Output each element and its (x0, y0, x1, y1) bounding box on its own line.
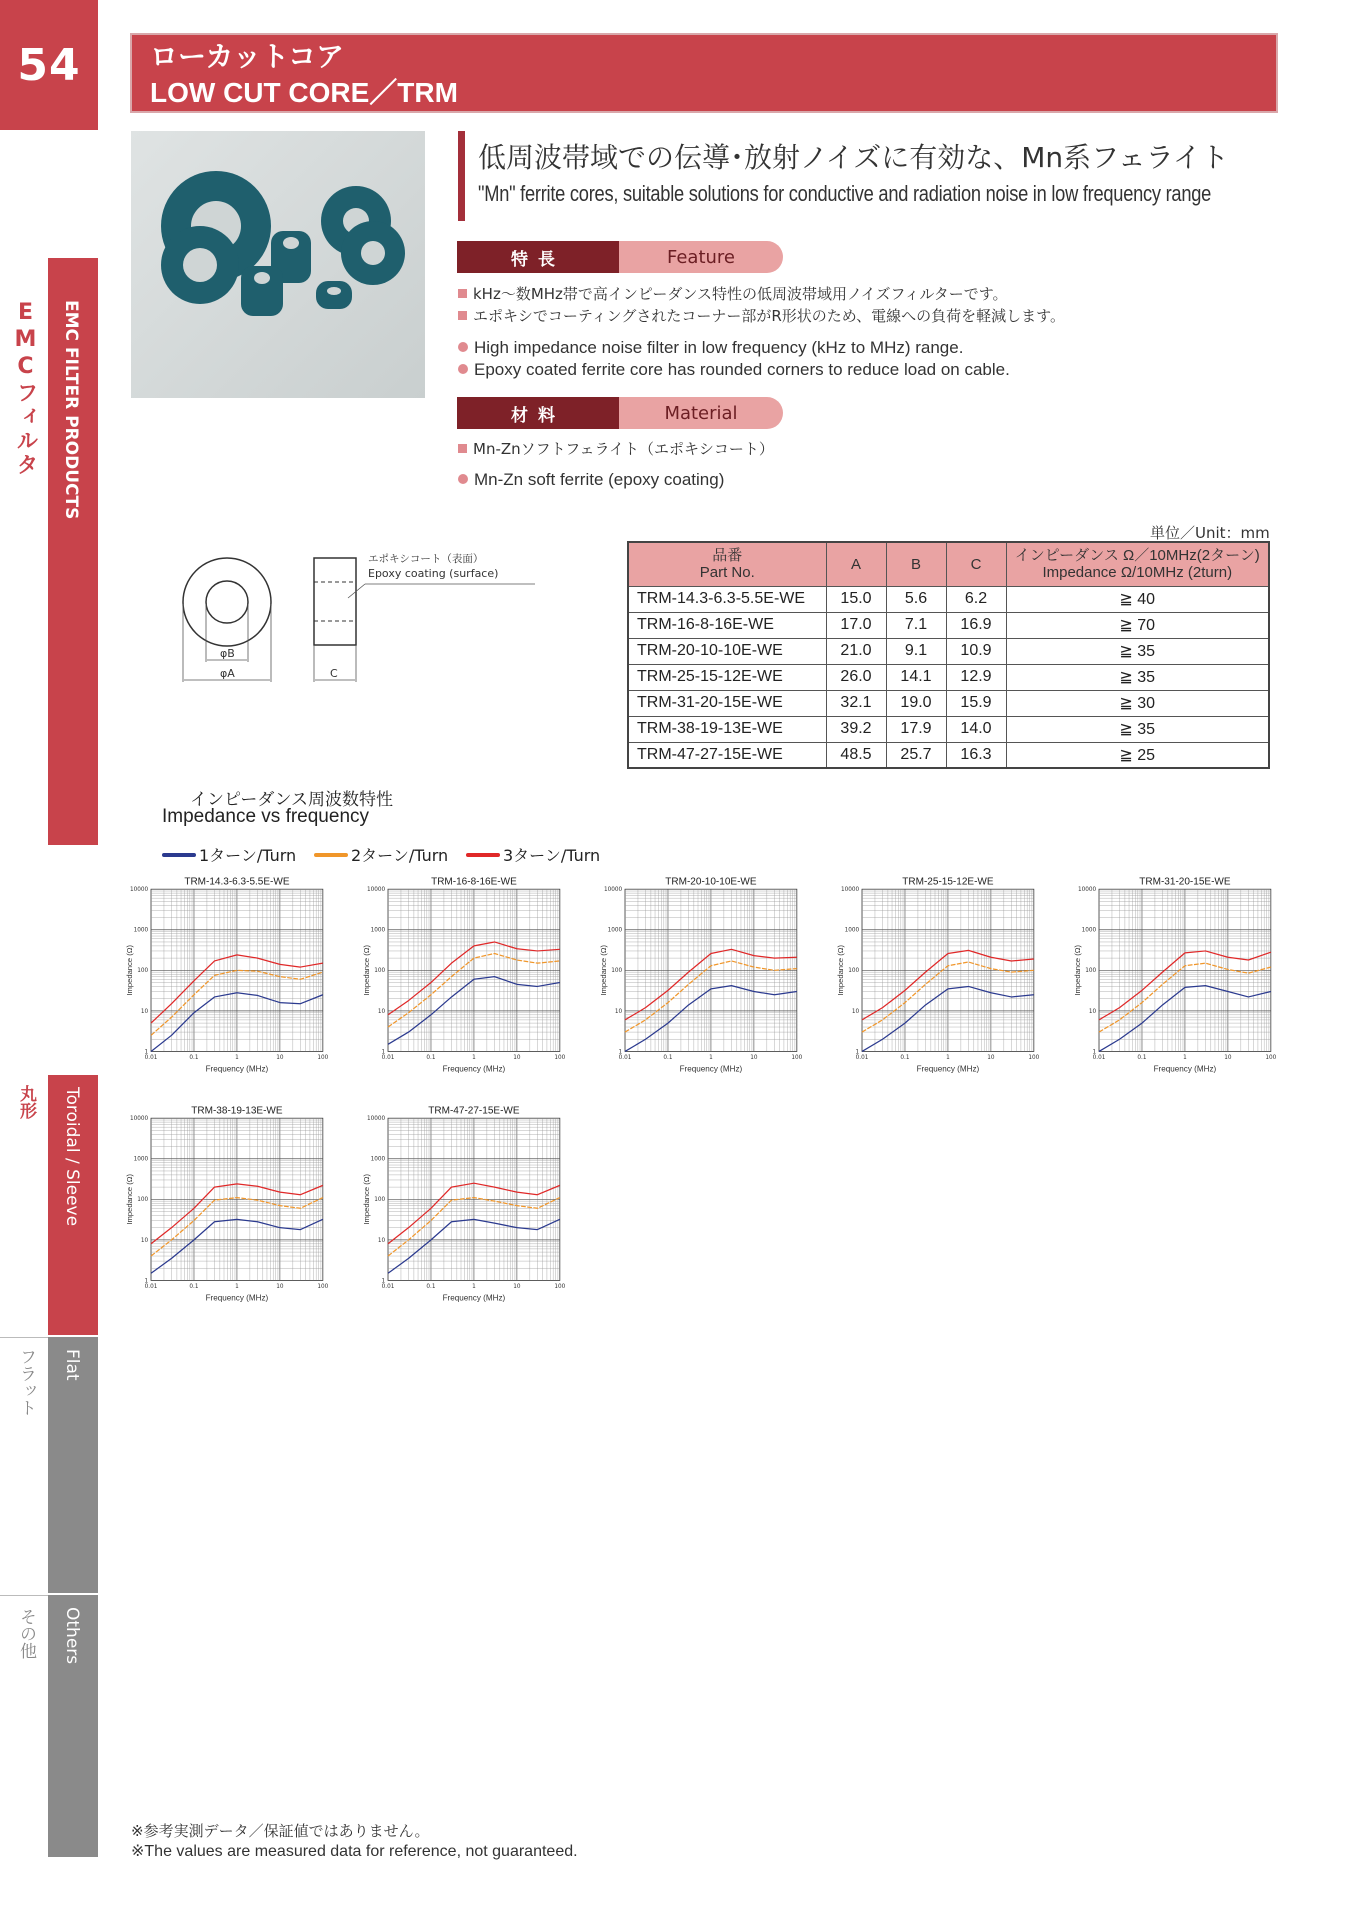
side-tab-flat-en: Flat (62, 1349, 82, 1381)
chart-title: TRM-25-15-12E-WE (902, 876, 994, 888)
feature-tab-jp: 特長 (457, 241, 619, 273)
x-tick-label: 0.01 (144, 1284, 158, 1291)
footnote-jp: ※参考実測データ／保証値ではありません。 (131, 1822, 430, 1840)
y-tick-label: 100 (611, 968, 623, 975)
y-tick-label: 10000 (129, 1116, 149, 1123)
y-tick-label: 1 (381, 1049, 386, 1056)
y-axis-label: Impedance (Ω) (124, 1174, 134, 1225)
table-cell-c: 10.9 (946, 638, 1006, 664)
impedance-chart (831, 872, 1041, 1082)
x-tick-label: 10 (513, 1055, 521, 1062)
side-tab-emc-en: EMC FILTER PRODUCTS (61, 300, 81, 520)
table-cell-c: 12.9 (946, 664, 1006, 690)
table-cell-imp: ≧ 35 (1006, 664, 1269, 690)
material-item-en: Mn-Zn soft ferrite (epoxy coating) (458, 468, 724, 491)
x-tick-label: 1 (946, 1055, 950, 1062)
y-tick-label: 1000 (370, 1156, 386, 1163)
dim-a-label: φA (220, 667, 235, 680)
feature-item-jp-2: エポキシでコーティングされたコーナー部がR形状のため、電線への負荷を軽減します。 (458, 305, 1065, 327)
side-tab-round-jp: 丸形 (16, 1085, 36, 1119)
spec-table (627, 541, 1270, 769)
x-axis-label: Frequency (MHz) (679, 1064, 743, 1074)
y-tick-label: 10 (140, 1237, 149, 1244)
table-cell-c: 15.9 (946, 690, 1006, 716)
table-cell-b: 17.9 (886, 716, 946, 742)
y-tick-label: 10000 (129, 887, 149, 894)
feature-tab (457, 241, 783, 273)
y-tick-label: 10 (1088, 1008, 1097, 1015)
x-axis-label: Frequency (MHz) (205, 1064, 269, 1074)
unit-label: 単位／Unit：mm (1150, 524, 1270, 542)
table-cell-part: TRM-14.3-6.3-5.5E-WE (628, 586, 826, 612)
headline-jp: 低周波帯域での伝導･放射ノイズに有効な、Mn系フェライト (478, 141, 1229, 174)
x-tick-label: 0.1 (1137, 1055, 1147, 1062)
y-tick-label: 10000 (1077, 887, 1097, 894)
chart-title: TRM-20-10-10E-WE (665, 876, 757, 888)
legend-swatch (162, 853, 196, 857)
x-tick-label: 10 (513, 1284, 521, 1291)
x-tick-label: 100 (554, 1055, 566, 1062)
x-tick-label: 0.1 (426, 1284, 436, 1291)
table-row (628, 586, 1269, 612)
ferrite-core-shape (161, 226, 239, 304)
table-cell-b: 25.7 (886, 742, 946, 768)
impedance-chart (357, 1101, 567, 1311)
product-photo (131, 131, 425, 398)
table-cell-b: 14.1 (886, 664, 946, 690)
x-tick-label: 1 (472, 1055, 476, 1062)
x-tick-label: 100 (554, 1284, 566, 1291)
table-row (628, 742, 1269, 768)
y-tick-label: 100 (1085, 968, 1097, 975)
x-tick-label: 0.1 (663, 1055, 673, 1062)
chart-title: TRM-47-27-15E-WE (428, 1105, 520, 1117)
table-cell-b: 9.1 (886, 638, 946, 664)
x-tick-label: 10 (276, 1055, 284, 1062)
y-tick-label: 1000 (370, 927, 386, 934)
side-tab-flat-jp: フラット (16, 1348, 36, 1416)
dimension-drawing (170, 540, 540, 690)
bullet-dot-icon (458, 364, 468, 374)
y-tick-label: 1 (144, 1049, 149, 1056)
headline-en: "Mn" ferrite cores, suitable solutions for conductive and radiation noise in low frequency range (478, 181, 1212, 206)
y-tick-label: 10000 (366, 1116, 386, 1123)
x-tick-label: 0.01 (381, 1284, 395, 1291)
y-tick-label: 10000 (603, 887, 623, 894)
x-tick-label: 10 (750, 1055, 758, 1062)
y-tick-label: 10 (377, 1008, 386, 1015)
side-tab-others (48, 1595, 98, 1857)
table-cell-a: 39.2 (826, 716, 886, 742)
ferrite-core-shape (316, 281, 352, 309)
table-cell-b: 5.6 (886, 586, 946, 612)
y-axis-label: Impedance (Ω) (361, 1174, 371, 1225)
table-row (628, 638, 1269, 664)
x-tick-label: 0.01 (855, 1055, 869, 1062)
col-b: B (886, 542, 946, 586)
x-tick-label: 100 (1028, 1055, 1040, 1062)
y-axis-label: Impedance (Ω) (1072, 945, 1082, 996)
table-row (628, 664, 1269, 690)
side-tab-others-left (0, 1595, 48, 1857)
legend-swatch (466, 853, 500, 857)
table-cell-part: TRM-47-27-15E-WE (628, 742, 826, 768)
col-part: 品番 Part No. (628, 542, 826, 586)
table-header-row (628, 542, 1269, 586)
dim-b-label: φB (220, 647, 235, 660)
chart-section-title-en: Impedance vs frequency (162, 806, 370, 827)
x-tick-label: 1 (235, 1055, 239, 1062)
impedance-chart (120, 1101, 330, 1311)
x-tick-label: 10 (276, 1284, 284, 1291)
legend-item-1turn: 1ターン/Turn (162, 843, 296, 866)
table-cell-imp: ≧ 70 (1006, 612, 1269, 638)
title-banner (130, 33, 1278, 113)
side-tab-others-jp: その他 (16, 1608, 36, 1659)
x-tick-label: 100 (791, 1055, 803, 1062)
table-cell-a: 15.0 (826, 586, 886, 612)
x-tick-label: 10 (987, 1055, 995, 1062)
y-axis-label: Impedance (Ω) (835, 945, 845, 996)
y-axis-label: Impedance (Ω) (361, 945, 371, 996)
y-tick-label: 10 (614, 1008, 623, 1015)
feature-item-en-2: Epoxy coated ferrite core has rounded corners to reduce load on cable. (458, 358, 1010, 381)
table-cell-c: 16.9 (946, 612, 1006, 638)
table-cell-a: 21.0 (826, 638, 886, 664)
x-tick-label: 0.01 (144, 1055, 158, 1062)
table-cell-part: TRM-20-10-10E-WE (628, 638, 826, 664)
table-cell-b: 19.0 (886, 690, 946, 716)
chart-title: TRM-31-20-15E-WE (1139, 876, 1231, 888)
title-en: LOW CUT CORE／TRM (150, 77, 458, 108)
impedance-chart (594, 872, 804, 1082)
y-tick-label: 1000 (133, 927, 149, 934)
impedance-chart (1068, 872, 1278, 1082)
y-tick-label: 100 (848, 968, 860, 975)
table-row (628, 612, 1269, 638)
y-tick-label: 1000 (1081, 927, 1097, 934)
x-axis-label: Frequency (MHz) (205, 1293, 269, 1303)
y-tick-label: 1 (1092, 1049, 1097, 1056)
impedance-chart (357, 872, 567, 1082)
y-tick-label: 1000 (133, 1156, 149, 1163)
y-tick-label: 10 (377, 1237, 386, 1244)
material-tab (457, 397, 783, 429)
x-tick-label: 100 (317, 1055, 329, 1062)
bullet-dot-icon (458, 474, 468, 484)
x-axis-label: Frequency (MHz) (916, 1064, 980, 1074)
y-tick-label: 100 (374, 968, 386, 975)
footnote-en: ※The values are measured data for reference, not guaranteed. (131, 1843, 578, 1860)
x-tick-label: 0.1 (189, 1284, 199, 1291)
y-tick-label: 10000 (840, 887, 860, 894)
table-cell-b: 7.1 (886, 612, 946, 638)
chart-title: TRM-14.3-6.3-5.5E-WE (184, 876, 290, 888)
x-tick-label: 1 (472, 1284, 476, 1291)
side-tab-flat (48, 1337, 98, 1593)
x-tick-label: 0.1 (189, 1055, 199, 1062)
table-cell-c: 14.0 (946, 716, 1006, 742)
y-tick-label: 100 (137, 968, 149, 975)
bullet-dot-icon (458, 342, 468, 352)
y-tick-label: 100 (374, 1197, 386, 1204)
x-tick-label: 10 (1224, 1055, 1232, 1062)
table-cell-part: TRM-25-15-12E-WE (628, 664, 826, 690)
side-tab-others-en: Others (62, 1607, 82, 1665)
y-tick-label: 10 (140, 1008, 149, 1015)
x-axis-label: Frequency (MHz) (442, 1293, 506, 1303)
side-tab-emc-left (0, 258, 48, 845)
side-tab-round-left (0, 1075, 48, 1335)
x-tick-label: 0.01 (618, 1055, 632, 1062)
y-tick-label: 1 (381, 1278, 386, 1285)
y-axis-label: Impedance (Ω) (598, 945, 608, 996)
chart-title: TRM-16-8-16E-WE (431, 876, 517, 888)
table-row (628, 716, 1269, 742)
table-cell-imp: ≧ 25 (1006, 742, 1269, 768)
table-cell-imp: ≧ 35 (1006, 716, 1269, 742)
bullet-square-icon (458, 289, 467, 298)
table-cell-part: TRM-31-20-15E-WE (628, 690, 826, 716)
side-tab-round-en: Toroidal / Sleeve (62, 1087, 82, 1227)
x-tick-label: 100 (1265, 1055, 1277, 1062)
headline-accent-bar (458, 131, 465, 221)
y-tick-label: 100 (137, 1197, 149, 1204)
legend-item-3turn: 3ターン/Turn (466, 843, 600, 866)
col-c: C (946, 542, 1006, 586)
table-cell-imp: ≧ 35 (1006, 638, 1269, 664)
y-axis-label: Impedance (Ω) (124, 945, 134, 996)
material-tab-jp: 材料 (457, 397, 619, 429)
x-tick-label: 1 (1183, 1055, 1187, 1062)
x-tick-label: 100 (317, 1284, 329, 1291)
dim-c-label: C (330, 667, 338, 680)
ferrite-core-shape (241, 266, 283, 316)
bullet-square-icon (458, 444, 467, 453)
x-tick-label: 0.01 (381, 1055, 395, 1062)
table-cell-imp: ≧ 40 (1006, 586, 1269, 612)
feature-item-en-1: High impedance noise filter in low frequency (kHz to MHz) range. (458, 336, 963, 359)
table-cell-part: TRM-38-19-13E-WE (628, 716, 826, 742)
chart-section-title-jp: インピーダンス周波数特性 (190, 790, 393, 810)
x-tick-label: 0.1 (900, 1055, 910, 1062)
x-tick-label: 0.01 (1092, 1055, 1106, 1062)
table-cell-imp: ≧ 30 (1006, 690, 1269, 716)
table-cell-part: TRM-16-8-16E-WE (628, 612, 826, 638)
legend-swatch (314, 853, 348, 857)
x-axis-label: Frequency (MHz) (442, 1064, 506, 1074)
y-tick-label: 10000 (366, 887, 386, 894)
side-tab-emc-jp: EMCフィルタ (13, 300, 38, 477)
table-cell-c: 16.3 (946, 742, 1006, 768)
impedance-chart (120, 872, 330, 1082)
material-tab-en: Material (619, 397, 783, 429)
side-tab-round (48, 1075, 98, 1335)
coating-label-en: Epoxy coating (surface) (368, 567, 499, 580)
title-jp: ローカットコア (150, 40, 345, 73)
feature-tab-en: Feature (619, 241, 783, 273)
x-tick-label: 0.1 (426, 1055, 436, 1062)
y-tick-label: 10 (851, 1008, 860, 1015)
coating-label-jp: エポキシコート（表面） (368, 553, 484, 565)
x-axis-label: Frequency (MHz) (1153, 1064, 1217, 1074)
side-tab-flat-left (0, 1337, 48, 1593)
col-impedance: インピーダンス Ω／10MHz(2ターン) Impedance Ω/10MHz (2turn) (1006, 542, 1269, 586)
y-tick-label: 1000 (844, 927, 860, 934)
side-tab-emc (48, 258, 98, 845)
legend-item-2turn: 2ターン/Turn (314, 843, 448, 866)
table-cell-a: 48.5 (826, 742, 886, 768)
chart-title: TRM-38-19-13E-WE (191, 1105, 283, 1117)
y-tick-label: 1 (855, 1049, 860, 1056)
y-tick-label: 1 (618, 1049, 623, 1056)
material-item-jp: Mn-Znソフトフェライト（エポキシコート） (458, 438, 774, 460)
col-a: A (826, 542, 886, 586)
x-tick-label: 1 (709, 1055, 713, 1062)
page-number: 54 (0, 0, 98, 130)
table-cell-a: 32.1 (826, 690, 886, 716)
feature-item-jp-1: kHz〜数MHz帯で高インピーダンス特性の低周波帯域用ノイズフィルターです。 (458, 283, 1008, 305)
table-cell-c: 6.2 (946, 586, 1006, 612)
x-tick-label: 1 (235, 1284, 239, 1291)
y-tick-label: 1000 (607, 927, 623, 934)
bullet-square-icon (458, 311, 467, 320)
table-cell-a: 17.0 (826, 612, 886, 638)
table-row (628, 690, 1269, 716)
table-cell-a: 26.0 (826, 664, 886, 690)
ferrite-core-shape (341, 221, 405, 285)
y-tick-label: 1 (144, 1278, 149, 1285)
